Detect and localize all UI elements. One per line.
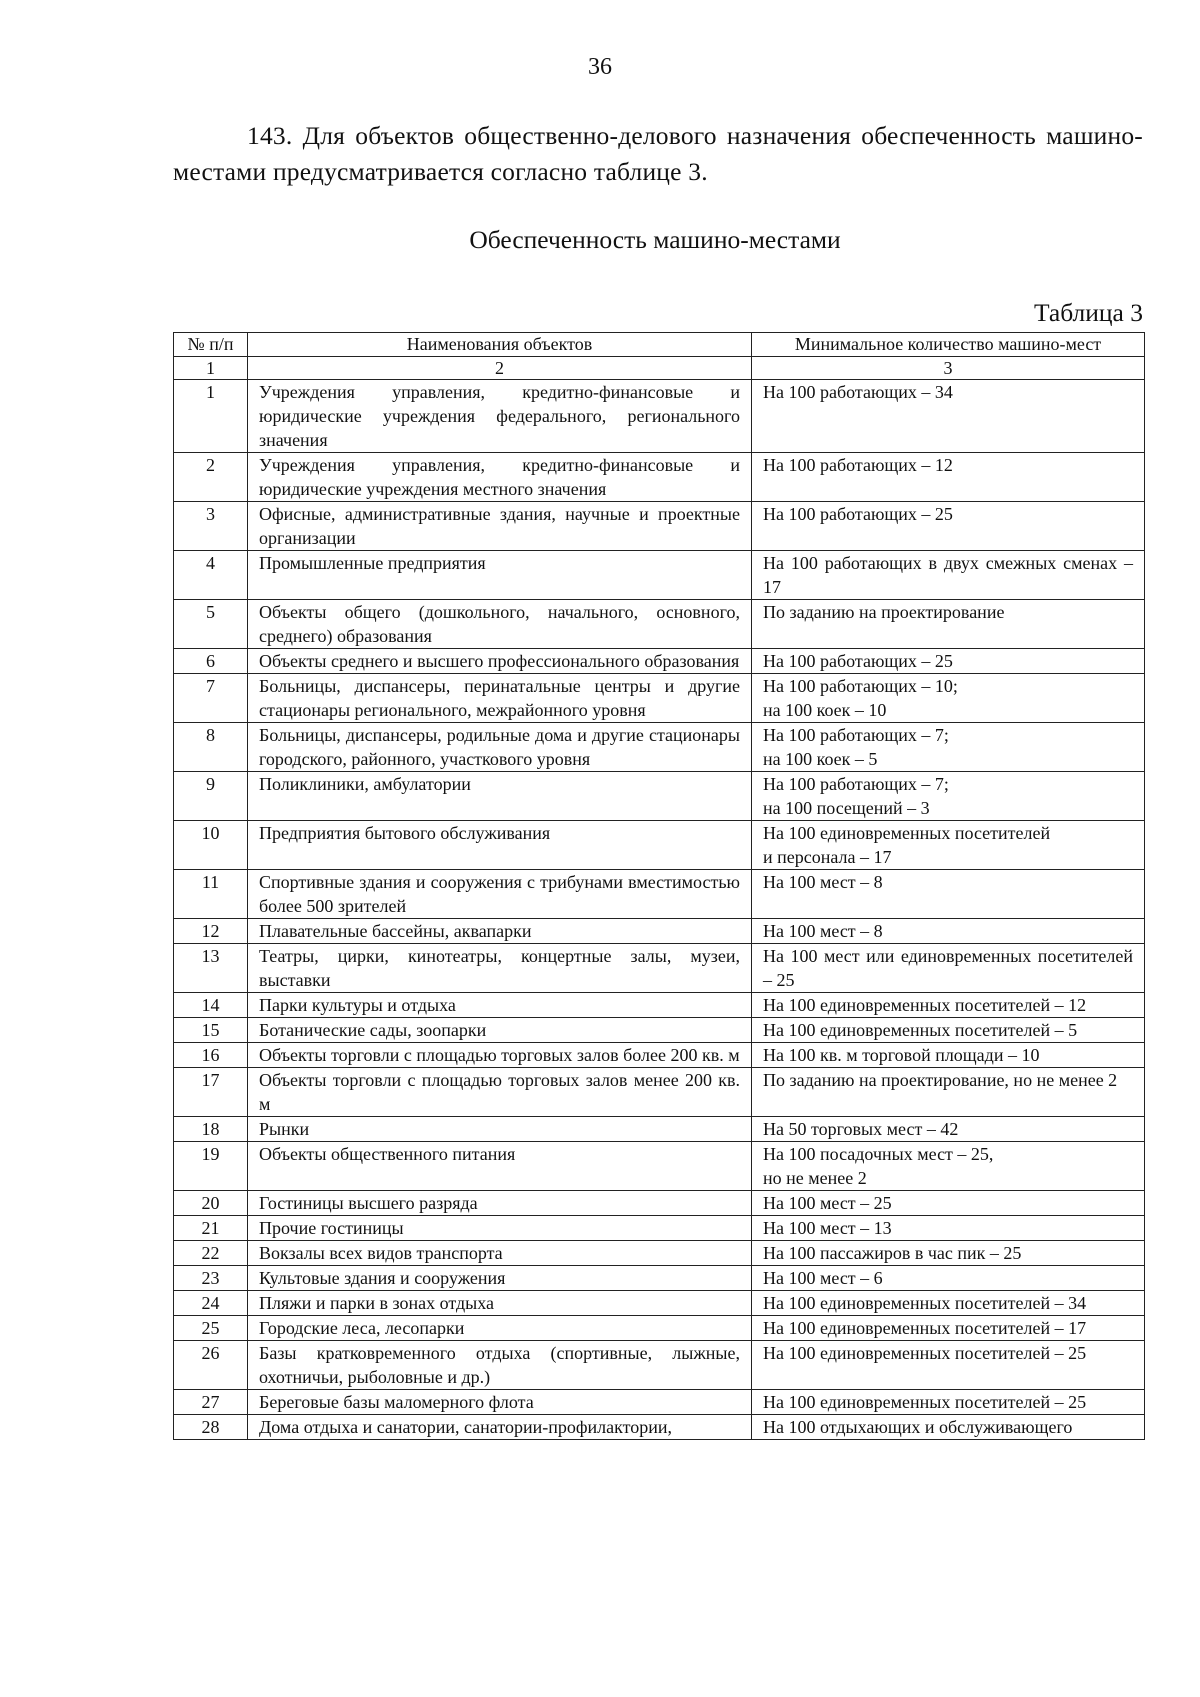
row-number: 19 [174, 1142, 248, 1191]
table-row [174, 944, 1145, 993]
parking-requirement: На 100 работающих – 34 [752, 380, 1145, 453]
table-row [174, 600, 1145, 649]
row-number: 18 [174, 1117, 248, 1142]
row-number: 8 [174, 723, 248, 772]
row-number: 3 [174, 502, 248, 551]
table-row [174, 1390, 1145, 1415]
parking-requirement: На 100 мест – 8 [752, 870, 1145, 919]
row-number: 20 [174, 1191, 248, 1216]
row-number: 23 [174, 1266, 248, 1291]
object-name: Объекты торговли с площадью торговых залов менее 200 кв. м [248, 1068, 752, 1117]
row-number: 13 [174, 944, 248, 993]
intro-paragraph: 143. Для объектов общественно-делового назначения обеспеченность машино-местами предусматривается согласно таблице 3. [173, 121, 1143, 186]
column-index-row [174, 357, 1145, 380]
object-name: Театры, цирки, кинотеатры, концертные залы, музеи, выставки [248, 944, 752, 993]
table-row [174, 380, 1145, 453]
parking-requirement: На 100 отдыхающих и обслуживающего [752, 1415, 1145, 1440]
table-row [174, 1117, 1145, 1142]
table-row [174, 1316, 1145, 1341]
parking-requirement: По заданию на проектирование [752, 600, 1145, 649]
parking-requirement: На 100 пассажиров в час пик – 25 [752, 1241, 1145, 1266]
parking-requirement: На 100 работающих – 25 [752, 649, 1145, 674]
parking-requirement: На 100 единовременных посетителей – 25 [752, 1341, 1145, 1390]
table-row [174, 1415, 1145, 1440]
column-index-3: 3 [752, 357, 1145, 380]
table-row [174, 1266, 1145, 1291]
parking-requirement: На 100 единовременных посетителей – 25 [752, 1390, 1145, 1415]
object-name: Вокзалы всех видов транспорта [248, 1241, 752, 1266]
column-index-1: 1 [174, 357, 248, 380]
parking-requirement: На 100 кв. м торговой площади – 10 [752, 1043, 1145, 1068]
object-name: Пляжи и парки в зонах отдыха [248, 1291, 752, 1316]
table-row [174, 1291, 1145, 1316]
parking-requirement: На 100 мест – 25 [752, 1191, 1145, 1216]
row-number: 12 [174, 919, 248, 944]
table-heading: Обеспеченность машино-местами [469, 225, 841, 254]
object-name: Предприятия бытового обслуживания [248, 821, 752, 870]
parking-requirement: На 100 мест или единовременных посетителей – 25 [752, 944, 1145, 993]
row-number: 15 [174, 1018, 248, 1043]
object-name: Поликлиники, амбулатории [248, 772, 752, 821]
object-name: Базы кратковременного отдыха (спортивные, лыжные, охотничьи, рыболовные и др.) [248, 1341, 752, 1390]
table-row [174, 1043, 1145, 1068]
row-number: 9 [174, 772, 248, 821]
table-row [174, 1068, 1145, 1117]
parking-requirement: По заданию на проектирование, но не менее 2 [752, 1068, 1145, 1117]
row-number: 17 [174, 1068, 248, 1117]
object-name: Объекты общего (дошкольного, начального, основного, среднего) образования [248, 600, 752, 649]
table-row [174, 1018, 1145, 1043]
parking-requirement: На 100 посадочных мест – 25, но не менее 2 [752, 1142, 1145, 1191]
row-number: 11 [174, 870, 248, 919]
object-name: Больницы, диспансеры, перинатальные центры и другие стационары регионального, межрайонного уровня [248, 674, 752, 723]
row-number: 27 [174, 1390, 248, 1415]
row-number: 4 [174, 551, 248, 600]
row-number: 24 [174, 1291, 248, 1316]
parking-requirement: На 100 единовременных посетителей и персонала – 17 [752, 821, 1145, 870]
table-row [174, 1191, 1145, 1216]
table-row [174, 649, 1145, 674]
table-label: Таблица 3 [1033, 298, 1143, 327]
table-body [174, 380, 1145, 1440]
table-row [174, 453, 1145, 502]
object-name: Гостиницы высшего разряда [248, 1191, 752, 1216]
object-name: Объекты среднего и высшего профессионального образования [248, 649, 752, 674]
row-number: 14 [174, 993, 248, 1018]
page-number: 36 [588, 54, 612, 80]
parking-requirement: На 100 мест – 8 [752, 919, 1145, 944]
object-name: Прочие гостиницы [248, 1216, 752, 1241]
table-row [174, 1142, 1145, 1191]
table-row [174, 502, 1145, 551]
object-name: Рынки [248, 1117, 752, 1142]
row-number: 7 [174, 674, 248, 723]
parking-requirement: На 100 единовременных посетителей – 34 [752, 1291, 1145, 1316]
row-number: 25 [174, 1316, 248, 1341]
row-number: 21 [174, 1216, 248, 1241]
object-name: Больницы, диспансеры, родильные дома и другие стационары городского, районного, участкового уровня [248, 723, 752, 772]
object-name: Объекты общественного питания [248, 1142, 752, 1191]
table-row [174, 1341, 1145, 1390]
table-row [174, 723, 1145, 772]
object-name: Учреждения управления, кредитно-финансовые и юридические учреждения федерального, регионального значения [248, 380, 752, 453]
row-number: 6 [174, 649, 248, 674]
parking-requirement: На 100 единовременных посетителей – 5 [752, 1018, 1145, 1043]
parking-requirement: На 100 мест – 13 [752, 1216, 1145, 1241]
column-index-2: 2 [248, 357, 752, 380]
row-number: 22 [174, 1241, 248, 1266]
row-number: 5 [174, 600, 248, 649]
object-name: Береговые базы маломерного флота [248, 1390, 752, 1415]
table-row [174, 919, 1145, 944]
table-row [174, 821, 1145, 870]
header-name: Наименования объектов [248, 333, 752, 357]
object-name: Спортивные здания и сооружения с трибунами вместимостью более 500 зрителей [248, 870, 752, 919]
parking-requirement: На 100 работающих в двух смежных сменах – 17 [752, 551, 1145, 600]
table-header-row [174, 333, 1145, 357]
row-number: 26 [174, 1341, 248, 1390]
object-name: Городские леса, лесопарки [248, 1316, 752, 1341]
table-row [174, 993, 1145, 1018]
parking-norms-table [173, 332, 1145, 1440]
parking-requirement: На 100 единовременных посетителей – 12 [752, 993, 1145, 1018]
object-name: Объекты торговли с площадью торговых залов более 200 кв. м [248, 1043, 752, 1068]
parking-requirement: На 100 работающих – 25 [752, 502, 1145, 551]
object-name: Ботанические сады, зоопарки [248, 1018, 752, 1043]
parking-requirement: На 100 мест – 6 [752, 1266, 1145, 1291]
row-number: 1 [174, 380, 248, 453]
table-row [174, 674, 1145, 723]
object-name: Офисные, административные здания, научные и проектные организации [248, 502, 752, 551]
table-row [174, 1216, 1145, 1241]
table-row [174, 870, 1145, 919]
parking-requirement: На 50 торговых мест – 42 [752, 1117, 1145, 1142]
object-name: Промышленные предприятия [248, 551, 752, 600]
object-name: Дома отдыха и санатории, санатории-профилактории, [248, 1415, 752, 1440]
table-row [174, 551, 1145, 600]
header-requirement: Минимальное количество машино-мест [752, 333, 1145, 357]
row-number: 10 [174, 821, 248, 870]
parking-requirement: На 100 работающих – 7; на 100 коек – 5 [752, 723, 1145, 772]
object-name: Учреждения управления, кредитно-финансовые и юридические учреждения местного значения [248, 453, 752, 502]
parking-requirement: На 100 единовременных посетителей – 17 [752, 1316, 1145, 1341]
object-name: Парки культуры и отдыха [248, 993, 752, 1018]
object-name: Плавательные бассейны, аквапарки [248, 919, 752, 944]
parking-requirement: На 100 работающих – 10; на 100 коек – 10 [752, 674, 1145, 723]
header-num: № п/п [174, 333, 248, 357]
parking-requirement: На 100 работающих – 12 [752, 453, 1145, 502]
object-name: Культовые здания и сооружения [248, 1266, 752, 1291]
table-row [174, 772, 1145, 821]
table-row [174, 1241, 1145, 1266]
parking-requirement: На 100 работающих – 7; на 100 посещений – 3 [752, 772, 1145, 821]
row-number: 28 [174, 1415, 248, 1440]
row-number: 16 [174, 1043, 248, 1068]
row-number: 2 [174, 453, 248, 502]
